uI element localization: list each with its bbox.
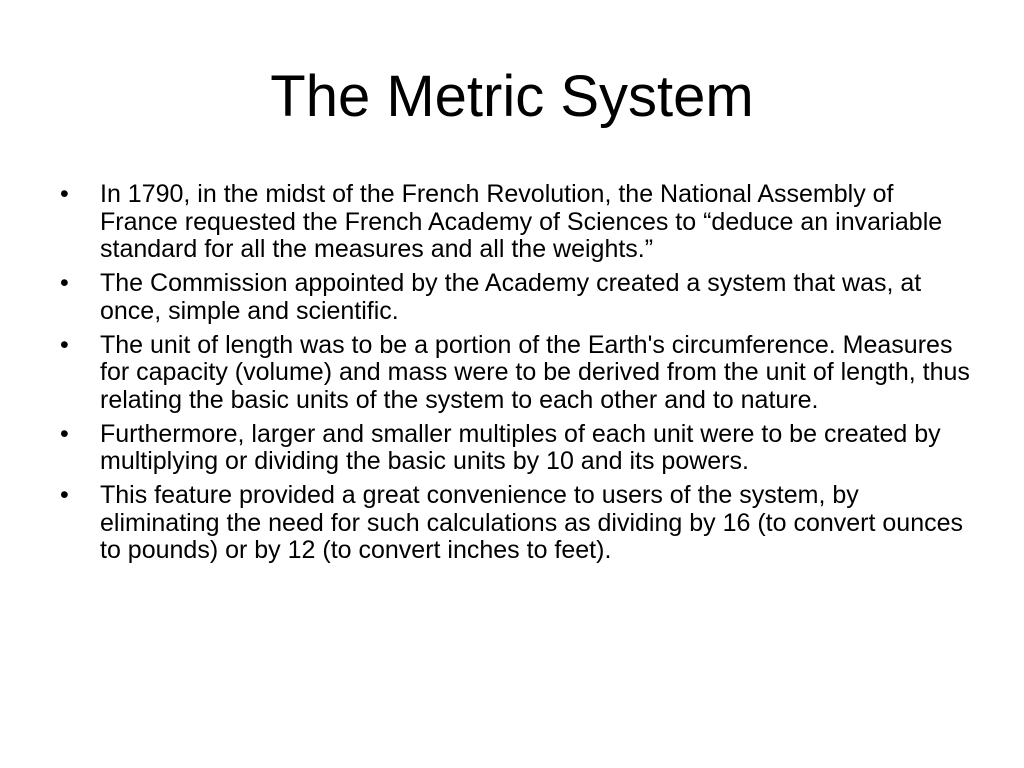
bullet-marker: •: [60, 269, 69, 297]
bullet-item: [60, 421, 975, 476]
bullet-item: [60, 270, 975, 325]
bullet-item: [60, 482, 975, 565]
bullet-marker: •: [60, 180, 69, 208]
bullet-item: [60, 181, 975, 264]
bullet-marker: •: [60, 330, 69, 359]
bullet-text: The unit of length was to be a portion of the Earth's circumference. Measures for capacity (volume) and mass were to be derived from the unit of length, thus relating the basic units of the system to each other and to nature.: [100, 330, 970, 414]
slide-title: The Metric System: [270, 64, 754, 129]
bullet-list: [60, 181, 975, 571]
bullet-marker: •: [60, 481, 69, 509]
bullet-marker: •: [60, 419, 69, 448]
bullet-text: Furthermore, larger and smaller multiples of each unit were to be created by multiplying or dividing the basic units by 10 and its powers.: [100, 419, 941, 475]
bullet-text: The Commission appointed by the Academy created a system that was, at once, simple and scientific.: [100, 269, 922, 325]
bullet-text: This feature provided a great convenience to users of the system, by eliminating the need for such calculations as dividing by 16 (to convert ounces to pounds) or by 12 (to convert inches to feet).: [100, 481, 964, 564]
bullet-text: In 1790, in the midst of the French Revolution, the National Assembly of France requested the French Academy of Sciences to “deduce an invariable standard for all the measures and all the weights.”: [100, 180, 943, 263]
bullet-item: [60, 332, 975, 415]
